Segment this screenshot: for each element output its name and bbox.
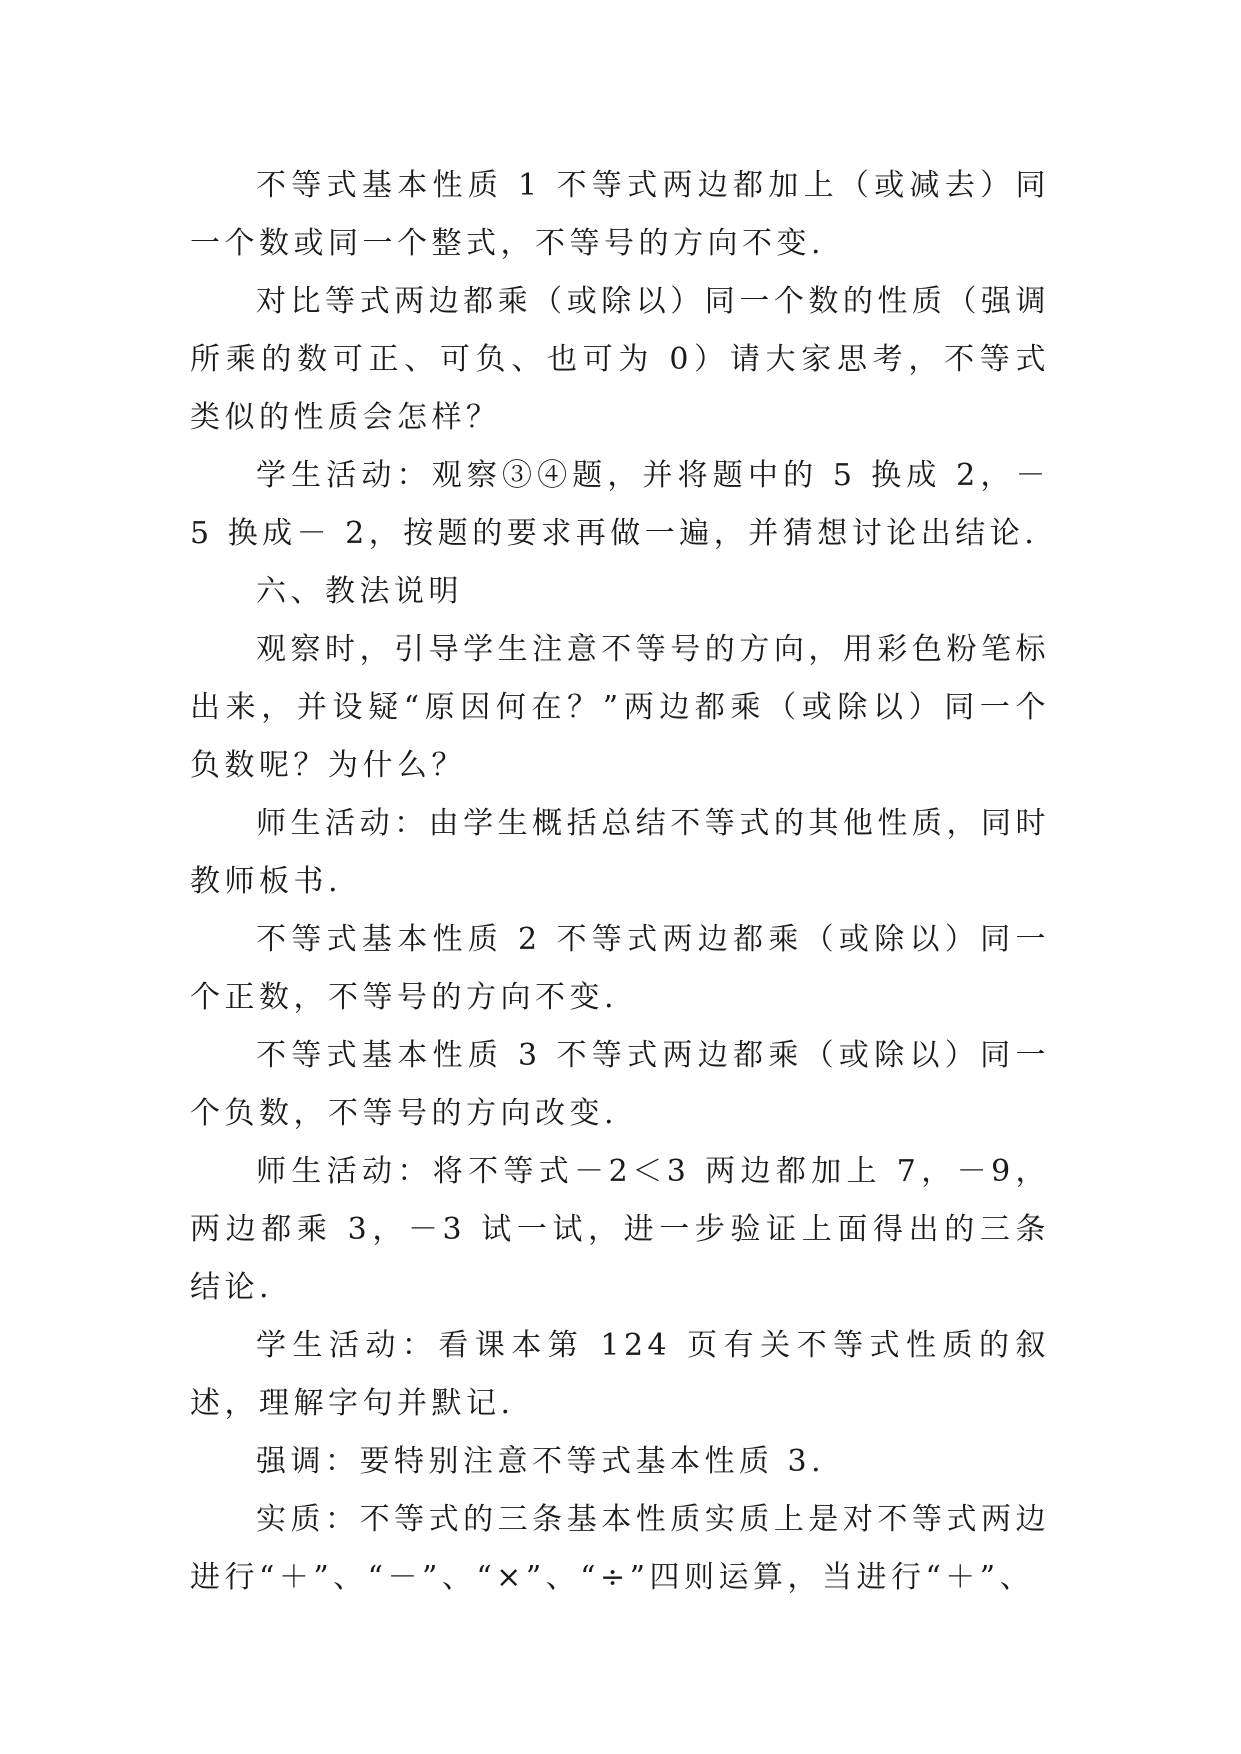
paragraph-emphasis: 强调：要特别注意不等式基本性质 3.	[256, 1444, 826, 1479]
paragraph-student-activity-2: 学生活动：看课本第 124 页有关不等式性质的叙述，理解字句并默记.	[190, 1328, 1050, 1421]
paragraph-teacher-student-activity-2: 师生活动：将不等式－2＜3 两边都加上 7，－9，两边都乘 3，－3 试一试，进一步验证上面得出的三条结论.	[190, 1154, 1050, 1305]
paragraph-property-1: 不等式基本性质 1 不等式两边都加上（或减去）同一个数或同一个整式，不等号的方向不变.	[190, 168, 1050, 261]
paragraph-student-activity-1: 学生活动：观察③④题，并将题中的 5 换成 2，－5 换成－ 2，按题的要求再做一遍，并猜想讨论出结论.	[190, 458, 1050, 551]
paragraph-teacher-student-activity-1: 师生活动：由学生概括总结不等式的其他性质，同时教师板书.	[190, 806, 1050, 899]
section-heading-teaching-method: 六、教法说明	[256, 574, 463, 609]
paragraph-property-2: 不等式基本性质 2 不等式两边都乘（或除以）同一个正数，不等号的方向不变.	[190, 922, 1050, 1015]
paragraph-essence: 实质：不等式的三条基本性质实质上是对不等式两边进行“＋”、“－”、“×”、“÷”四则运算，当进行“＋”、	[190, 1502, 1050, 1595]
paragraph-property-3: 不等式基本性质 3 不等式两边都乘（或除以）同一个负数，不等号的方向改变.	[190, 1038, 1050, 1131]
paragraph-compare-equation: 对比等式两边都乘（或除以）同一个数的性质（强调所乘的数可正、可负、也可为 0）请大家思考，不等式类似的性质会怎样？	[190, 284, 1050, 435]
body-text	[190, 157, 1050, 1607]
paragraph-observation: 观察时，引导学生注意不等号的方向，用彩色粉笔标出来，并设疑“原因何在？”两边都乘（或除以）同一个负数呢？为什么？	[190, 632, 1050, 783]
